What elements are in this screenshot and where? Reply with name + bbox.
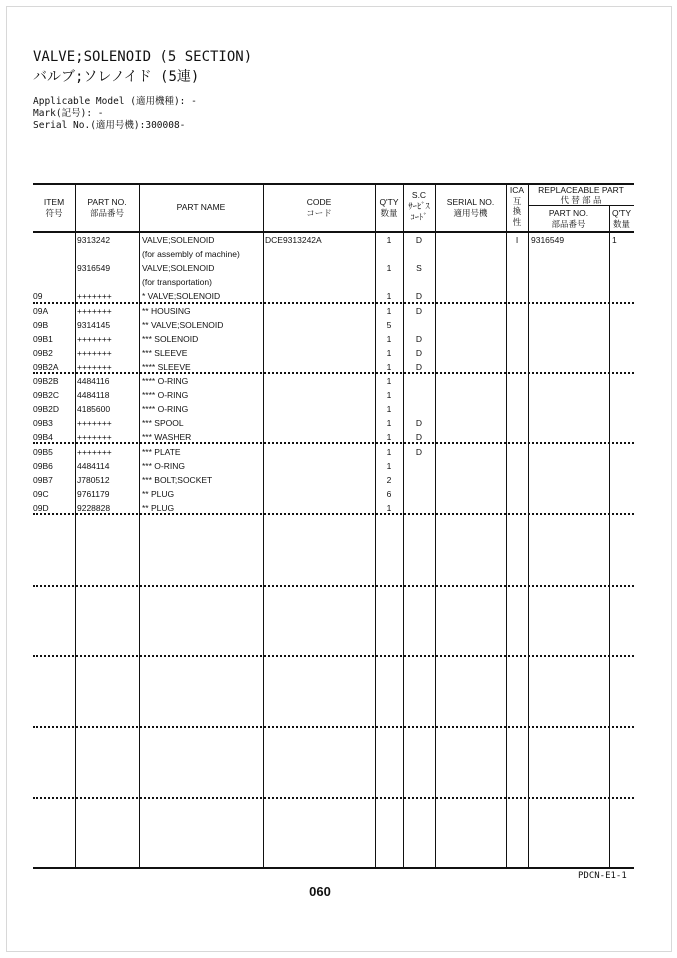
quantity: 1 [386,460,392,471]
part-name: *** PLATE [142,446,181,457]
header-replaceable-part-no: PART NO. 部品番号 [548,208,589,229]
service-code: S [416,263,422,274]
item-code: 09B6 [33,460,53,471]
service-code: D [415,446,423,457]
item-code: 09A [33,305,49,316]
part-number: +++++++ [77,418,112,429]
column-divider [435,183,436,869]
part-name: (for assembly of machine) [142,249,240,260]
quantity: 1 [386,390,392,401]
item-code: 09B2A [33,361,59,372]
item-code: 09B2D [33,404,59,415]
document-code: PDCN-E1-1 [578,871,627,881]
item-code: 09B2B [33,376,59,386]
part-name: *** SPOOL [142,418,184,429]
column-divider [75,183,76,869]
header-serial-no: SERIAL NO. 適用号機 [446,197,495,218]
mark: Mark(記号): - [33,108,104,119]
item-code: 09C [33,488,49,499]
part-number: +++++++ [77,291,112,302]
part-name: *** WASHER [142,432,192,443]
title-japanese: バルブ;ソレノイド (5連) [33,69,200,85]
quantity: 2 [386,474,392,485]
quantity: 1 [386,235,392,245]
service-code: D [415,305,423,316]
column-divider [528,183,529,869]
applicable-model: Applicable Model (適用機種): - [33,96,197,107]
part-name: **** SLEEVE [142,361,191,372]
item-code: 09B1 [33,333,53,344]
service-code: D [415,291,423,302]
row-separator [33,726,634,728]
item-code: 09B4 [33,432,53,443]
header-service-code: S.C ｻｰﾋﾞｽ ｺｰﾄﾞ [408,190,430,222]
part-number: +++++++ [77,361,112,372]
service-code: D [415,235,423,245]
item-code: 09B7 [33,474,53,485]
quantity: 1 [386,376,392,386]
quantity: 1 [386,446,392,457]
item-code: 09D [33,502,49,513]
part-number: 9228828 [77,502,111,513]
serial-number: Serial No.(適用号機):300008- [33,120,186,131]
part-number: +++++++ [77,432,112,443]
part-number: 9316549 [77,263,111,274]
item-code: 09B2 [33,347,53,358]
part-number: 4484116 [77,376,110,386]
item-code: 09 [33,291,43,302]
part-name: (for transportation) [142,277,212,288]
item-code: 09B3 [33,418,53,429]
part-name: ** PLUG [142,502,175,513]
item-code: 09B [33,319,49,330]
row-separator [33,585,634,587]
part-code: DCE9313242A [265,235,322,245]
replaceable-header-divider [528,205,634,206]
part-number: 9313242 [77,235,111,245]
service-code: D [415,432,423,443]
part-name: ** PLUG [142,488,175,499]
part-number: J780512 [77,474,110,485]
header-code: CODE コード [306,197,332,218]
service-code: D [415,418,423,429]
quantity: 1 [386,432,392,443]
quantity: 1 [386,263,392,274]
quantity: 1 [386,291,392,302]
row-separator [33,797,634,799]
part-number: 4484114 [77,460,110,471]
part-number: +++++++ [77,305,112,316]
part-name: * VALVE;SOLENOID [142,291,221,302]
header-part-name: PART NAME [176,202,226,212]
service-code: D [415,333,423,344]
quantity: 1 [386,361,392,372]
service-code: D [415,347,423,358]
part-name: VALVE;SOLENOID [142,235,215,245]
column-divider [375,183,376,869]
part-name: *** O-RING [142,460,185,471]
row-separator [33,655,634,657]
part-name: **** O-RING [142,404,189,415]
header-part-no: PART NO. 部品番号 [87,197,127,218]
part-name: *** SLEEVE [142,347,188,358]
quantity: 1 [386,502,392,513]
replaceable-qty: 1 [612,235,617,245]
header-interchangeability: ICA 互 換 性 [509,185,525,227]
header-bottom-border [33,231,634,233]
column-divider [609,205,610,869]
quantity: 5 [386,319,392,330]
header-replaceable-qty: Q'TY 数量 [611,208,632,229]
quantity: 1 [386,333,392,344]
part-number: 4484118 [77,390,110,401]
header-replaceable-part: REPLACEABLE PART 代 替 部 品 [538,185,624,205]
column-divider [403,183,404,869]
part-name: VALVE;SOLENOID [142,263,215,274]
quantity: 1 [386,404,392,415]
part-name: **** O-RING [142,376,189,386]
part-number: +++++++ [77,333,112,344]
part-number: 9314145 [77,319,111,330]
quantity: 1 [386,418,392,429]
part-name: *** BOLT;SOCKET [142,474,213,485]
part-name: *** SOLENOID [142,333,199,344]
service-code: D [415,361,423,372]
item-code: 09B5 [33,446,53,457]
title-english: VALVE;SOLENOID (5 SECTION) [33,49,253,65]
part-name: ** HOUSING [142,305,191,316]
table-bottom-border [33,867,634,869]
part-name: **** O-RING [142,390,189,401]
column-divider [139,183,140,869]
quantity: 1 [386,347,392,358]
part-name: ** VALVE;SOLENOID [142,319,224,330]
page-number: 060 [309,884,331,899]
quantity: 6 [386,488,392,499]
replaceable-part-no: 9316549 [531,235,565,245]
part-number: 4185600 [77,404,111,415]
item-code: 09B2C [33,390,59,401]
header-qty: Q'TY 数量 [379,197,399,218]
part-number: 9761179 [77,488,110,499]
header-item: ITEM 符号 [43,197,65,218]
interchangeability: I [515,235,519,245]
quantity: 1 [386,305,392,316]
part-number: +++++++ [77,347,112,358]
part-number: +++++++ [77,446,112,457]
column-divider [506,183,507,869]
